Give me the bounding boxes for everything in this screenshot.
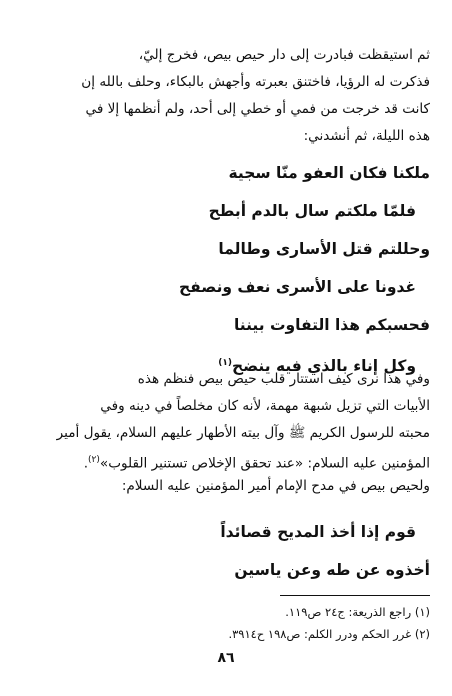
text-line: الأبيات التي تزيل شبهة مهمة، لأنه كان مخلصاً في دينه وفي xyxy=(100,398,430,414)
poem-verses-1 xyxy=(28,154,430,382)
text-line: فذكرت له الرؤيا، فاختنق بعبرته وأجهش بالبكاء، وحلف بالله إن xyxy=(81,74,430,90)
verse-line: غدونا على الأسرى نعف ونصفح xyxy=(178,278,416,296)
paragraph-poem-intro: ولحيص بيص في مدح الإمام أمير المؤمنين عليه السلام: xyxy=(121,478,430,494)
footnote-divider xyxy=(280,595,430,596)
verse-text: وكل إناء بالذي فيه ينضح xyxy=(231,357,416,376)
verse-line: فلمّا ملكتم سال بالدم أبطح xyxy=(208,202,416,220)
paragraph-commentary xyxy=(22,366,430,478)
paragraph-intro xyxy=(22,42,430,150)
text-line: محبته للرسول الكريم ﷺ وآل بيته الأطهار عليهم السلام، يقول أمير xyxy=(56,425,430,441)
footnote-1: (١) راجع الذريعة: ج٢٤ ص١١٩. xyxy=(285,605,430,619)
text-line: المؤمنين عليه السلام: «عند تحقق الإخلاص تستنير القلوب»$^{(٢)}$. xyxy=(83,455,430,472)
text-line: هذه الليلة، ثم أنشدني: xyxy=(303,128,430,144)
footnote-marker: (١) xyxy=(218,358,232,368)
text-line: كانت قد خرجت من فمي أو خطي إلى أحد، ولم أنظمها إلا في xyxy=(85,101,430,117)
verse-line: أخذوه عن طه وعن ياسين xyxy=(234,561,430,579)
page-number: ٨٦ xyxy=(217,650,235,666)
footnote-marker: (٢) xyxy=(88,455,100,465)
footnote-2: (٢) غرر الحكم ودرر الكلم: ص١٩٨ ح٣٩١٤. xyxy=(228,627,430,641)
quote-text: المؤمنين عليه السلام: «عند تحقق الإخلاص تستنير القلوب» xyxy=(99,455,430,472)
text-line: ثم استيقظت فبادرت إلى دار حيص بيص، فخرج إليّ، xyxy=(138,47,430,63)
verse-line: وحللتم قتل الأسارى وطالما xyxy=(218,240,430,258)
poem-verses-2 xyxy=(28,513,430,589)
verse-line: ملكنا فكان العفو منّا سجية xyxy=(228,164,430,182)
verse-line: فحسبكم هذا التفاوت بيننا xyxy=(233,316,430,334)
text-line: وفي هذا نرى كيف استتار قلب حيص بيص فنظم هذه xyxy=(137,371,430,387)
verse-line: قوم إذا أخذ المديح قصائداً xyxy=(220,523,416,541)
